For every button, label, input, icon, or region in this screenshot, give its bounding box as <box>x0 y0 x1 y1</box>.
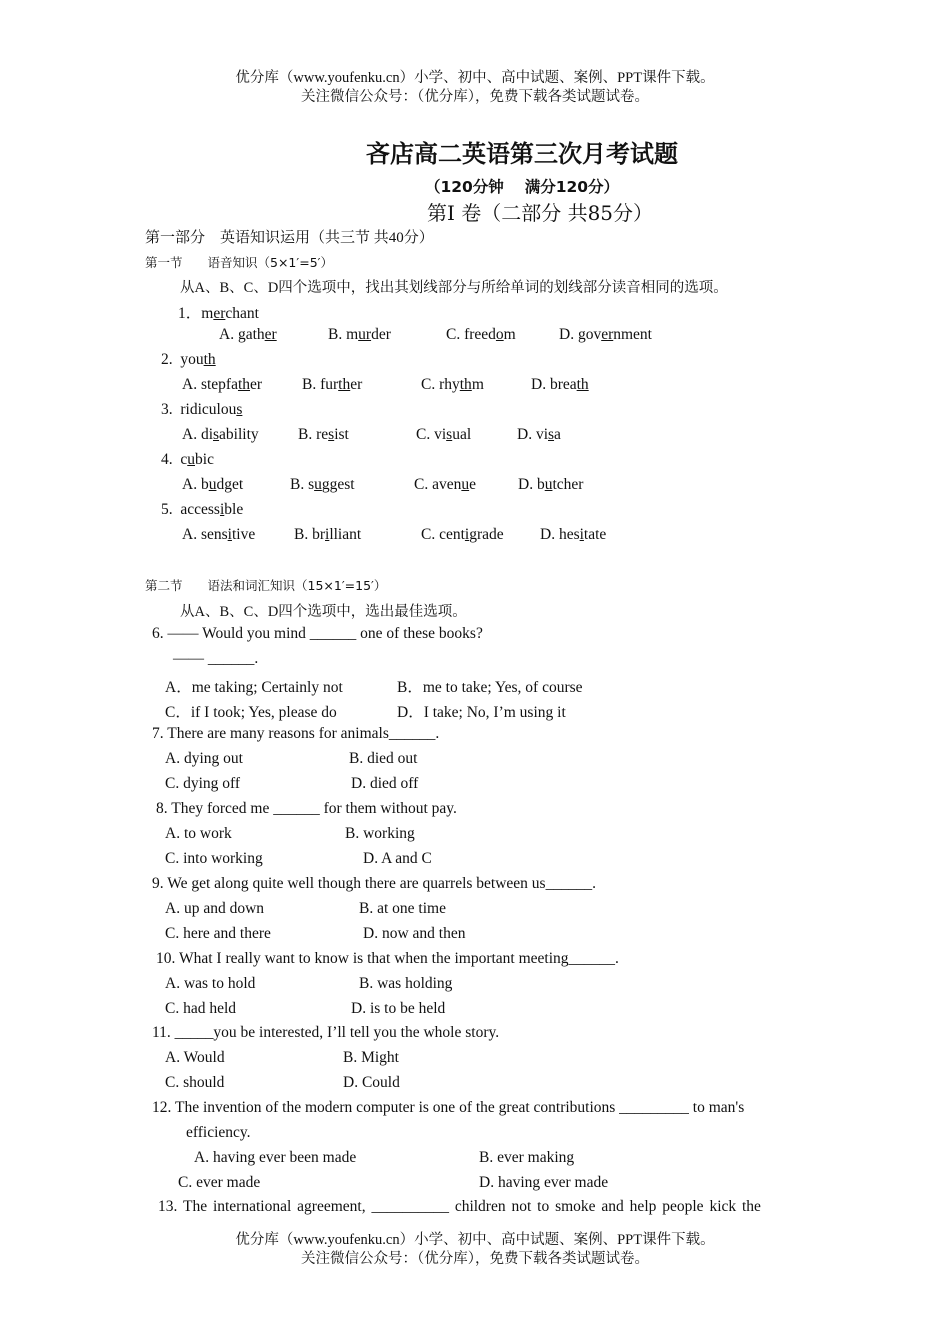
question-3-option-c: C. visual <box>416 426 472 443</box>
question-6-option-b: B．me to take; Yes, of course <box>397 679 583 696</box>
question-5-word: 5. accessible <box>161 501 244 518</box>
question-10-option-c: C. had held <box>165 1000 237 1017</box>
question-7-stem: 7. There are many reasons for animals______. <box>152 725 440 742</box>
section1-heading: 第一节 语音知识（5×1′=5′） <box>145 255 333 270</box>
question-8-stem: 8. They forced me ______ for them without pay. <box>156 800 457 817</box>
question-4-option-d: D. butcher <box>518 476 584 493</box>
question-8-option-a: A. to work <box>165 825 232 842</box>
question-4-word: 4. cubic <box>161 451 214 468</box>
question-7-option-c: C. dying off <box>165 775 241 792</box>
question-6-stem: 6. —— Would you mind ______ one of these books? <box>152 625 483 642</box>
site-footer-line1: 优分库（www.youfenku.cn）小学、初中、高中试题、案例、PPT课件下载。 <box>235 1232 715 1248</box>
question-12-stem-2: efficiency. <box>186 1124 251 1141</box>
question-1-option-d: D. government <box>559 326 652 343</box>
question-7-option-d: D. died off <box>351 775 419 792</box>
question-12-option-d: D. having ever made <box>479 1174 609 1191</box>
question-4-option-c: C. avenue <box>414 476 476 493</box>
question-6-option-a: A．me taking; Certainly not <box>165 679 343 696</box>
section1-instruction: 从A、B、C、D四个选项中，找出其划线部分与所给单词的划线部分读音相同的选项。 <box>180 280 728 296</box>
question-9-stem: 9. We get along quite well though there are quarrels between us______. <box>152 875 596 892</box>
question-8-option-c: C. into working <box>165 850 263 867</box>
question-10-option-d: D. is to be held <box>351 1000 446 1017</box>
question-8-option-d: D. A and C <box>363 850 432 867</box>
question-12-stem: 12. The invention of the modern computer is one of the great contributions _________ to man's <box>152 1099 745 1116</box>
question-11-option-a: A. Would <box>165 1049 225 1066</box>
question-8-option-b: B. working <box>345 825 415 842</box>
question-3-option-d: D. visa <box>517 426 561 443</box>
question-6-stem-2: —— ______. <box>173 650 259 667</box>
question-2-option-d: D. breath <box>531 376 589 393</box>
question-4-option-a: A. budget <box>182 476 244 493</box>
question-1-option-a: A. gather <box>219 326 277 343</box>
section2-heading: 第二节 语法和词汇知识（15×1′=15′） <box>145 578 387 593</box>
question-6-option-d: D．I take; No, I’m using it <box>397 704 566 721</box>
question-10-option-b: B. was holding <box>359 975 453 992</box>
question-12-option-a: A. having ever been made <box>194 1149 357 1166</box>
exam-volume: 第Ⅰ 卷（二部分 共85分） <box>426 201 654 225</box>
question-1-option-c: C. freedom <box>446 326 516 343</box>
question-11-stem: 11. _____you be interested, I’ll tell you the whole story. <box>152 1024 500 1041</box>
question-7-option-b: B. died out <box>349 750 418 767</box>
question-12-option-c: C. ever made <box>178 1174 261 1191</box>
question-9-option-a: A. up and down <box>165 900 265 917</box>
question-1-option-b: B. murder <box>328 326 391 343</box>
question-5-option-d: D. hesitate <box>540 526 607 543</box>
question-11-option-b: B. Might <box>343 1049 399 1066</box>
exam-time-score: （120分钟 满分120分） <box>424 178 620 196</box>
question-2-option-b: B. further <box>302 376 363 393</box>
question-4-option-b: B. suggest <box>290 476 355 493</box>
exam-title: 吝店高二英语第三次月考试题 <box>366 140 678 168</box>
site-footer-line2: 关注微信公众号：（优分库），免费下载各类试题试卷。 <box>301 1251 649 1267</box>
question-2-word: 2. youth <box>161 351 216 368</box>
question-6-option-c: C．if I took; Yes, please do <box>165 704 337 721</box>
question-3-word: 3. ridiculous <box>161 401 243 418</box>
question-11-option-d: D. Could <box>343 1074 400 1091</box>
question-5-option-a: A. sensitive <box>182 526 256 543</box>
question-10-option-a: A. was to hold <box>165 975 256 992</box>
question-2-option-a: A. stepfather <box>182 376 263 393</box>
site-header-line1: 优分库（www.youfenku.cn）小学、初中、高中试题、案例、PPT课件下载。 <box>235 70 715 86</box>
question-10-stem: 10. What I really want to know is that when the important meeting______. <box>156 950 619 967</box>
question-11-option-c: C. should <box>165 1074 225 1091</box>
question-5-option-c: C. centigrade <box>421 526 504 543</box>
question-9-option-c: C. here and there <box>165 925 271 942</box>
question-3-option-a: A. disability <box>182 426 259 443</box>
question-5-option-b: B. brilliant <box>294 526 362 543</box>
question-2-option-c: C. rhythm <box>421 376 484 393</box>
site-header-line2: 关注微信公众号：（优分库），免费下载各类试题试卷。 <box>301 89 649 105</box>
question-9-option-d: D. now and then <box>363 925 466 942</box>
question-13-stem: 13. The international agreement, __________ children not to smoke and help people kick the <box>158 1198 761 1215</box>
question-9-option-b: B. at one time <box>359 900 446 917</box>
question-3-option-b: B. resist <box>298 426 349 443</box>
question-1-word: 1．merchant <box>178 305 259 322</box>
section2-instruction: 从A、B、C、D四个选项中，选出最佳选项。 <box>180 604 467 620</box>
part1-heading: 第一部分 英语知识运用（共三节 共40分） <box>145 230 434 246</box>
question-7-option-a: A. dying out <box>165 750 243 767</box>
question-12-option-b: B. ever making <box>479 1149 575 1166</box>
